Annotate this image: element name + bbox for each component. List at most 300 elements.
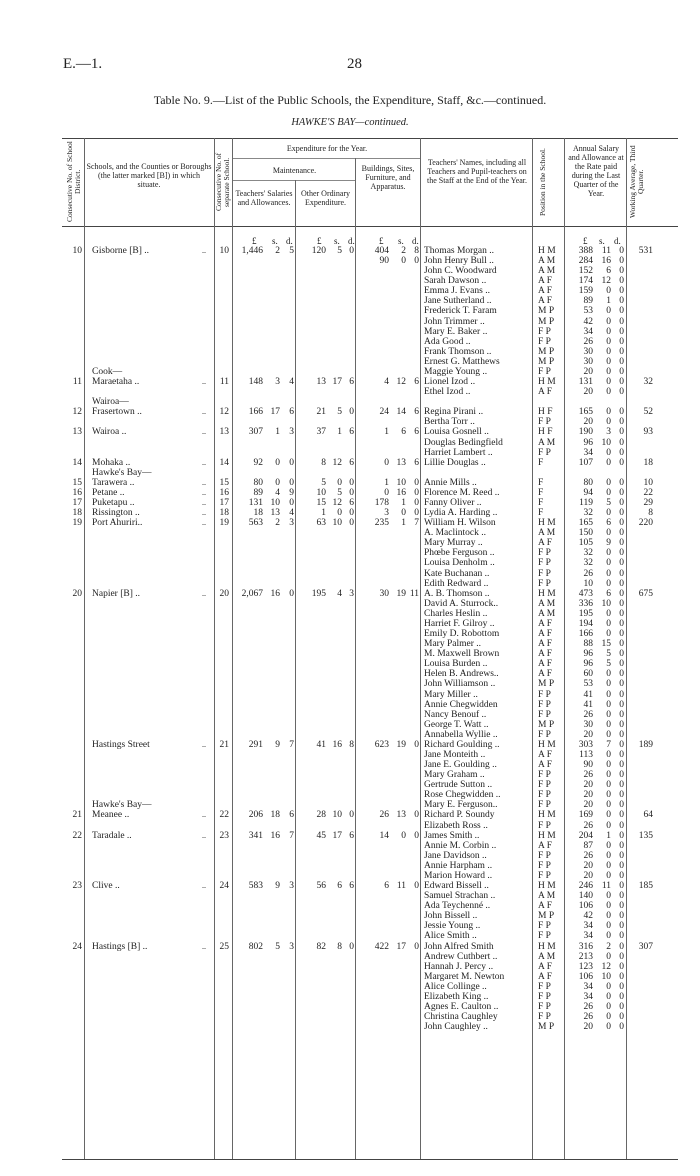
teacher-name: Agnes E. Caulton ..	[424, 1002, 499, 1012]
salary-pounds: 113	[579, 750, 593, 760]
teacher-name: Annie Harpham ..	[424, 860, 493, 871]
salary-pounds: 30	[583, 719, 593, 730]
salary-shillings: 10	[601, 437, 611, 448]
buildings-pence: 7	[414, 518, 419, 529]
salary-shillings: 0	[606, 679, 611, 690]
salary-pounds: 150	[578, 528, 593, 539]
teacher-position: A F	[538, 901, 552, 912]
other-pence: 3	[349, 588, 354, 599]
teacher-name: Samuel Strachan ..	[424, 891, 496, 902]
table-row	[62, 599, 678, 609]
salaries-pence: 3	[289, 881, 294, 892]
header-salaries: Teachers' Salaries and Allowances.	[235, 189, 293, 207]
buildings-shillings: 6	[401, 427, 406, 438]
teacher-position: A M	[538, 608, 556, 619]
salary-shillings: 0	[606, 1012, 611, 1023]
salary-pence: 0	[619, 437, 624, 448]
salaries-pence: 7	[289, 830, 294, 841]
salary-shillings: 10	[601, 598, 611, 609]
teacher-position: A F	[538, 649, 552, 660]
average-attendance: 10	[643, 477, 653, 488]
salary-pence: 0	[619, 961, 624, 972]
salary-pounds: 20	[583, 1022, 593, 1033]
salary-pounds: 30	[583, 346, 593, 357]
salary-shillings: 6	[606, 518, 611, 529]
teacher-name: Alice Smith ..	[424, 931, 477, 942]
buildings-shillings: 14	[396, 407, 406, 418]
salary-shillings: 0	[606, 709, 611, 720]
other-pence: 0	[349, 487, 354, 498]
table-row	[62, 962, 678, 972]
buildings-pounds: 1	[384, 477, 389, 488]
average-attendance: 8	[648, 508, 653, 519]
salary-pounds: 34	[583, 921, 593, 932]
salary-pence: 0	[619, 931, 624, 942]
salaries-pounds: 802	[248, 941, 263, 952]
buildings-pence: 6	[414, 427, 419, 438]
salary-pounds: 41	[583, 699, 593, 710]
buildings-pounds: 0	[384, 487, 389, 498]
table-row	[62, 952, 678, 962]
table-row	[62, 347, 678, 357]
teacher-position: F P	[538, 417, 551, 428]
pence-label: d.	[412, 236, 419, 246]
buildings-shillings: 0	[401, 256, 406, 267]
district-number: 12	[72, 407, 82, 418]
buildings-shillings: 10	[396, 477, 406, 488]
salary-shillings: 0	[606, 558, 611, 569]
teacher-name: Ethel Izod ..	[424, 387, 471, 398]
salaries-pence: 0	[289, 588, 294, 599]
salaries-pence: 0	[289, 498, 294, 508]
salaries-shillings: 9	[275, 739, 280, 750]
salary-pounds: 190	[578, 427, 593, 438]
teacher-position: F P	[538, 699, 551, 710]
average-attendance: 531	[638, 246, 653, 256]
other-pounds: 120	[311, 246, 326, 256]
teacher-position: A F	[538, 286, 552, 297]
school-name: Frasertown ..	[92, 407, 142, 418]
teacher-name: Maggie Young ..	[424, 366, 488, 377]
salary-pence: 0	[619, 901, 624, 912]
salary-pence: 0	[619, 729, 624, 740]
salaries-shillings: 18	[270, 810, 280, 821]
salaries-pounds: 18	[253, 508, 263, 519]
salary-pence: 0	[619, 1002, 624, 1012]
teacher-name: Alice Collinge ..	[424, 981, 487, 992]
header-bottom-rule	[62, 226, 678, 227]
leader-dots: ..	[202, 477, 206, 487]
buildings-pence: 0	[414, 498, 419, 508]
table-row	[62, 770, 678, 780]
header-district-no: Consecutive No. of School District.	[65, 141, 82, 223]
other-shillings: 5	[337, 487, 342, 498]
teacher-name: John Trimmer ..	[424, 316, 485, 327]
salary-pounds: 90	[583, 760, 593, 771]
buildings-pence: 0	[414, 941, 419, 952]
leader-dots: ..	[202, 487, 206, 497]
salary-pounds: 26	[583, 336, 593, 347]
teacher-name: Lydia A. Harding ..	[424, 508, 498, 519]
salaries-pounds: 206	[248, 810, 263, 821]
buildings-pounds: 26	[379, 810, 389, 821]
salary-shillings: 0	[606, 790, 611, 801]
teacher-position: A F	[538, 296, 552, 307]
teacher-name: Emma J. Evans ..	[424, 286, 490, 297]
salaries-shillings: 3	[275, 377, 280, 388]
teacher-position: F	[538, 487, 544, 498]
teacher-name: M. Maxwell Brown	[424, 649, 500, 660]
table-row	[62, 690, 678, 700]
buildings-pounds: 24	[379, 407, 389, 418]
salary-pounds: 105	[578, 538, 593, 549]
salary-pence: 0	[619, 346, 624, 357]
school-name: Hawke's Bay—	[92, 800, 152, 811]
salary-pounds: 32	[583, 558, 593, 569]
salary-shillings: 0	[606, 336, 611, 347]
teacher-position: H M	[538, 881, 556, 892]
teacher-position: F P	[538, 820, 551, 831]
salaries-pounds: 89	[253, 487, 263, 498]
table-row	[62, 427, 678, 437]
salary-pence: 0	[619, 276, 624, 287]
other-pence: 0	[349, 407, 354, 418]
teacher-position: F	[538, 457, 544, 468]
teacher-position: F P	[538, 336, 551, 347]
teacher-name: Richard P. Soundy	[424, 810, 495, 821]
teacher-name: Mary Murray ..	[424, 538, 483, 549]
teacher-name: David A. Sturrock..	[424, 598, 499, 609]
salary-shillings: 0	[606, 578, 611, 589]
table-row	[62, 942, 678, 952]
salary-pence: 0	[619, 830, 624, 841]
salaries-pence: 6	[289, 407, 294, 418]
buildings-shillings: 11	[396, 881, 406, 892]
district-number: 22	[72, 830, 82, 841]
school-name: Wairoa—	[92, 397, 129, 408]
buildings-pence: 6	[414, 457, 419, 468]
school-name: Clive ..	[92, 881, 120, 892]
district-number: 24	[72, 941, 82, 952]
school-number: 14	[219, 457, 229, 468]
salaries-pounds: 80	[253, 477, 263, 488]
table-row	[62, 337, 678, 347]
salary-pounds: 87	[583, 840, 593, 851]
school-name: Maraetaha ..	[92, 377, 140, 388]
salaries-shillings: 9	[275, 881, 280, 892]
teacher-name: Mary Palmer ..	[424, 639, 481, 650]
other-pounds: 28	[316, 810, 326, 821]
school-number: 24	[219, 881, 229, 892]
teacher-position: F P	[538, 991, 551, 1002]
salary-shillings: 0	[606, 780, 611, 791]
salary-pounds: 213	[578, 951, 593, 962]
table-row	[62, 569, 678, 579]
buildings-shillings: 1	[401, 518, 406, 529]
district-number: 20	[72, 588, 82, 599]
school-number: 13	[219, 427, 229, 438]
salaries-shillings: 2	[275, 246, 280, 256]
salary-shillings: 0	[606, 770, 611, 781]
teacher-position: A F	[538, 669, 552, 680]
salary-pence: 0	[619, 840, 624, 851]
school-number: 17	[219, 498, 229, 508]
other-shillings: 4	[337, 588, 342, 599]
other-pence: 6	[349, 427, 354, 438]
buildings-shillings: 13	[396, 457, 406, 468]
table-row	[62, 327, 678, 337]
leader-dots: ..	[202, 588, 206, 598]
leader-dots: ..	[202, 941, 206, 951]
salary-pounds: 106	[578, 901, 593, 912]
other-pounds: 15	[316, 498, 326, 508]
salary-pounds: 119	[579, 498, 593, 508]
table-row	[62, 871, 678, 881]
salary-shillings: 0	[606, 981, 611, 992]
teacher-name: John Williamson ..	[424, 679, 496, 690]
salary-pounds: 107	[578, 457, 593, 468]
table-row	[62, 558, 678, 568]
teacher-position: H M	[538, 810, 556, 821]
teacher-position: A M	[538, 951, 556, 962]
table-row	[62, 256, 678, 266]
leader-dots: ..	[202, 830, 206, 840]
teacher-position: A F	[538, 618, 552, 629]
teacher-position: F P	[538, 800, 551, 811]
salary-pence: 0	[619, 316, 624, 327]
other-pence: 6	[349, 881, 354, 892]
salary-pounds: 20	[583, 790, 593, 801]
salaries-pounds: 563	[248, 518, 263, 529]
header-schools: Schools, and the Counties or Boroughs (the latter marked [B]) in which situate.	[86, 162, 212, 189]
salary-pence: 0	[619, 790, 624, 801]
teacher-position: F P	[538, 790, 551, 801]
teacher-position: M P	[538, 316, 555, 327]
salaries-shillings: 16	[270, 830, 280, 841]
teacher-position: A F	[538, 659, 552, 670]
school-name: Hastings Street	[92, 739, 150, 750]
other-pounds: 82	[316, 941, 326, 952]
table-row	[62, 296, 678, 306]
salary-pounds: 106	[578, 971, 593, 982]
salary-pounds: 204	[578, 830, 593, 841]
salaries-shillings: 16	[270, 588, 280, 599]
table-row	[62, 629, 678, 639]
header-school-no: Consecutive No. of separate School.	[214, 152, 231, 212]
average-attendance: 18	[643, 457, 653, 468]
average-attendance: 29	[643, 498, 653, 508]
salaries-pence: 7	[289, 739, 294, 750]
teacher-position: H M	[538, 588, 556, 599]
table-row	[62, 790, 678, 800]
pound-symbol: £	[317, 236, 322, 246]
table-row	[62, 810, 678, 820]
salaries-shillings: 10	[270, 498, 280, 508]
salary-pence: 0	[619, 629, 624, 640]
table-row	[62, 760, 678, 770]
teacher-position: A F	[538, 276, 552, 287]
teacher-position: F P	[538, 548, 551, 559]
buildings-pounds: 6	[384, 881, 389, 892]
table-row	[62, 881, 678, 891]
salary-shillings: 0	[606, 457, 611, 468]
teacher-position: H M	[538, 377, 556, 388]
salary-pence: 0	[619, 810, 624, 821]
buildings-pence: 0	[414, 477, 419, 488]
salaries-pounds: 148	[248, 377, 263, 388]
buildings-pounds: 0	[384, 457, 389, 468]
table-row	[62, 589, 678, 599]
salary-pounds: 32	[583, 508, 593, 519]
teacher-name: John Henry Bull ..	[424, 256, 494, 267]
pence-label: d.	[348, 236, 355, 246]
average-attendance: 135	[638, 830, 653, 841]
salary-shillings: 0	[606, 911, 611, 922]
other-shillings: 12	[332, 457, 342, 468]
salary-pence: 0	[619, 1012, 624, 1023]
salary-pence: 0	[619, 881, 624, 892]
salary-pence: 0	[619, 246, 624, 256]
salary-pence: 0	[619, 447, 624, 458]
leader-dots: ..	[202, 457, 206, 467]
salary-shillings: 12	[601, 276, 611, 287]
salary-pence: 0	[619, 649, 624, 660]
salaries-pence: 6	[289, 810, 294, 821]
teacher-name: Lionel Izod ..	[424, 377, 476, 388]
teacher-position: A F	[538, 639, 552, 650]
teacher-position: A M	[538, 598, 556, 609]
table-row	[62, 800, 678, 810]
salaries-shillings: 1	[275, 427, 280, 438]
table-row	[62, 821, 678, 831]
salary-shillings: 0	[606, 860, 611, 871]
teacher-name: John Alfred Smith	[424, 941, 494, 952]
salary-pounds: 88	[583, 639, 593, 650]
table-row	[62, 972, 678, 982]
table-row	[62, 659, 678, 669]
table-row	[62, 750, 678, 760]
salary-pounds: 26	[583, 1002, 593, 1012]
salaries-pounds: 583	[248, 881, 263, 892]
teacher-name: James Smith ..	[424, 830, 480, 841]
teacher-name: Jane Davidson ..	[424, 850, 487, 861]
salary-shillings: 2	[606, 941, 611, 952]
salary-pence: 0	[619, 659, 624, 670]
salary-pounds: 96	[583, 437, 593, 448]
other-pence: 6	[349, 498, 354, 508]
other-shillings: 10	[332, 810, 342, 821]
salary-shillings: 0	[606, 719, 611, 730]
schools-table	[62, 138, 678, 1160]
teacher-position: F P	[538, 326, 551, 337]
salary-shillings: 1	[606, 296, 611, 307]
currency-row	[62, 236, 678, 246]
school-name: Hastings [B] ..	[92, 941, 148, 952]
salary-shillings: 0	[606, 760, 611, 771]
salaries-pounds: 341	[248, 830, 263, 841]
school-name: Gisborne [B] ..	[92, 246, 149, 256]
table-row	[62, 387, 678, 397]
school-name: Puketapu ..	[92, 498, 135, 508]
teacher-name: Mary E. Baker ..	[424, 326, 488, 337]
leader-dots: ..	[202, 739, 206, 749]
salary-pounds: 194	[578, 618, 593, 629]
teacher-position: H M	[538, 830, 556, 841]
school-name: Taradale ..	[92, 830, 132, 841]
teacher-name: Charles Heslin ..	[424, 608, 488, 619]
buildings-pence: 6	[414, 377, 419, 388]
header-expenditure: Expenditure for the Year.	[286, 144, 368, 153]
teacher-position: F	[538, 498, 544, 508]
teacher-position: A M	[538, 437, 556, 448]
salary-pence: 0	[619, 719, 624, 730]
salary-pounds: 336	[578, 598, 593, 609]
buildings-shillings: 13	[396, 810, 406, 821]
salaries-pounds: 166	[248, 407, 263, 418]
teacher-name: Jane Monteith ..	[424, 750, 486, 760]
salary-pounds: 20	[583, 417, 593, 428]
salary-shillings: 15	[601, 639, 611, 650]
salary-pence: 0	[619, 618, 624, 629]
table-row	[62, 931, 678, 941]
table-row	[62, 911, 678, 921]
salary-pence: 0	[619, 669, 624, 680]
teacher-position: F P	[538, 729, 551, 740]
school-number: 18	[219, 508, 229, 519]
school-name: Mohaka ..	[92, 457, 131, 468]
salary-shillings: 6	[606, 588, 611, 599]
teacher-name: Margaret M. Newton	[424, 971, 505, 982]
salary-shillings: 0	[606, 326, 611, 337]
salary-shillings: 0	[606, 729, 611, 740]
teacher-name: Phœbe Ferguson ..	[424, 548, 495, 559]
salary-pounds: 26	[583, 770, 593, 781]
teacher-name: Frederick T. Faram	[424, 306, 497, 317]
salary-shillings: 11	[601, 881, 611, 892]
table-row	[62, 306, 678, 316]
page-number: 28	[347, 56, 362, 72]
salary-pounds: 53	[583, 306, 593, 317]
salary-pounds: 165	[578, 407, 593, 418]
table-row	[62, 1012, 678, 1022]
teacher-position: F P	[538, 366, 551, 377]
table-row	[62, 377, 678, 387]
salary-pence: 0	[619, 487, 624, 498]
salary-pounds: 53	[583, 679, 593, 690]
teacher-position: H M	[538, 246, 556, 256]
salary-shillings: 0	[606, 699, 611, 710]
buildings-shillings: 2	[401, 246, 406, 256]
teacher-position: F	[538, 508, 544, 519]
teacher-name: Annabella Wyllie ..	[424, 729, 498, 740]
salaries-pence: 4	[289, 377, 294, 388]
salaries-pounds: 131	[248, 498, 263, 508]
table-row	[62, 397, 678, 407]
buildings-pence: 0	[414, 830, 419, 841]
teacher-position: F P	[538, 850, 551, 861]
teacher-name: Ada Good ..	[424, 336, 471, 347]
salaries-shillings: 2	[275, 518, 280, 529]
salaries-pounds: 307	[248, 427, 263, 438]
buildings-shillings: 16	[396, 487, 406, 498]
school-number: 12	[219, 407, 229, 418]
salary-pounds: 123	[578, 961, 593, 972]
teacher-name: Annie M. Corbin ..	[424, 840, 497, 851]
school-name: Rissington ..	[92, 508, 140, 519]
teacher-position: M P	[538, 1022, 555, 1033]
salary-pounds: 96	[583, 649, 593, 660]
teacher-name: Richard Goulding ..	[424, 739, 500, 750]
